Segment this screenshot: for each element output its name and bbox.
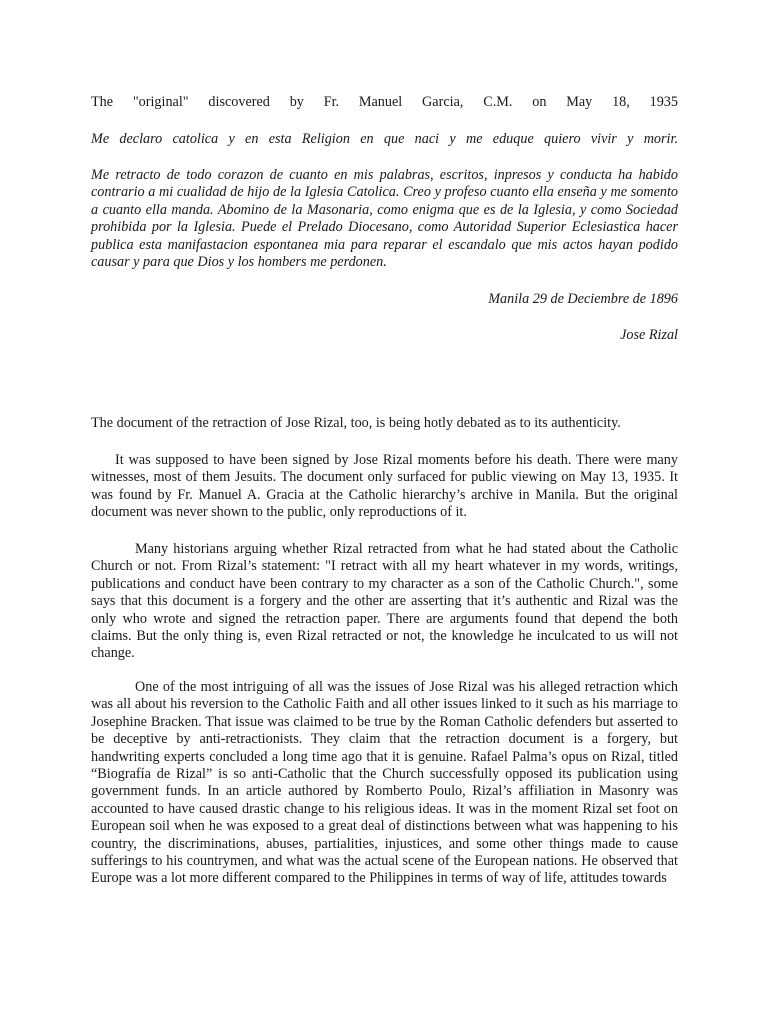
retraction-declaration: Me declaro catolica y en esta Religion en que naci y me eduque quiero vivir y morir. [91, 131, 678, 147]
document-page [91, 0, 678, 1024]
essay-paragraph-3: One of the most intriguing of all was the issues of Jose Rizal was his alleged retraction which was all about his reversion to the Catholic Faith and all other issues linked to it such as his marriage to Josephine Bracken. That issue was claimed to be true by the Roman Catholic defenders but asserted to be deceptive by anti-retractionists. They claim that the retraction document is a forgery, but handwriting experts concluded a long time ago that it is genuine. Rafael Palma’s opus on Rizal, titled “Biografía de Rizal” is so anti-Catholic that the Church successfully opposed its publication using government funds. In an article authored by Romberto Poulo, Rizal’s affiliation in Masonry was accounted to have caused drastic change to his religious ideas. It was in the moment Rizal set foot on European soil when he was exposed to a great deal of distinctions between what was happening to his country, the discriminations, abuses, partialities, injustices, and some other things made to cause sufferings to his countrymen, and what was the actual scene of the European nations. He observed that Europe was a lot more different compared to the Philippines in terms of way of life, attitudes towards [91, 679, 678, 887]
retraction-signature: Jose Rizal [620, 327, 678, 343]
essay-paragraph-2: Many historians arguing whether Rizal retracted from what he had stated about the Catholic Church or not. From Rizal’s statement: "I retract with all my heart whatever in my words, writings, publications and conduct have been contrary to my character as a son of the Catholic Church.", some says that this document is a forgery and the other are asserting that it’s authentic and Rizal was the only who wrote and signed the retraction paper. There are arguments found that depend the both claims. But the only thing is, even Rizal retracted or not, the knowledge he inculcated to us will not change. [91, 541, 678, 662]
essay-intro: The document of the retraction of Jose Rizal, too, is being hotly debated as to its authenticity. [91, 415, 621, 431]
document-heading: The "original" discovered by Fr. Manuel Garcia, C.M. on May 18, 1935 [91, 94, 678, 110]
essay-paragraph-1: It was supposed to have been signed by Jose Rizal moments before his death. There were many witnesses, most of them Jesuits. The document only surfaced for public viewing on May 13, 1935. It was found by Fr. Manuel A. Gracia at the Catholic hierarchy’s archive in Manila. But the original document was never shown to the public, only reproductions of it. [91, 452, 678, 521]
retraction-date: Manila 29 de Deciembre de 1896 [488, 291, 678, 307]
retraction-body: Me retracto de todo corazon de cuanto en mis palabras, escritos, inpresos y conducta ha habido contrario a mi cualidad de hijo de la Iglesia Catolica. Creo y profeso cuanto ella enseña y me somento a cuanto ella manda. Abomino de la Masonaria, como enigma que es de la Iglesia, y como Sociedad prohibida por la Iglesia. Puede el Prelado Diocesano, como Autoridad Superior Eclesiastica hacer publica esta manifastacion espontanea mia para reparar el escandalo que mis actos hayan podido causar y para que Dios y los hombers me perdonen. [91, 167, 678, 271]
